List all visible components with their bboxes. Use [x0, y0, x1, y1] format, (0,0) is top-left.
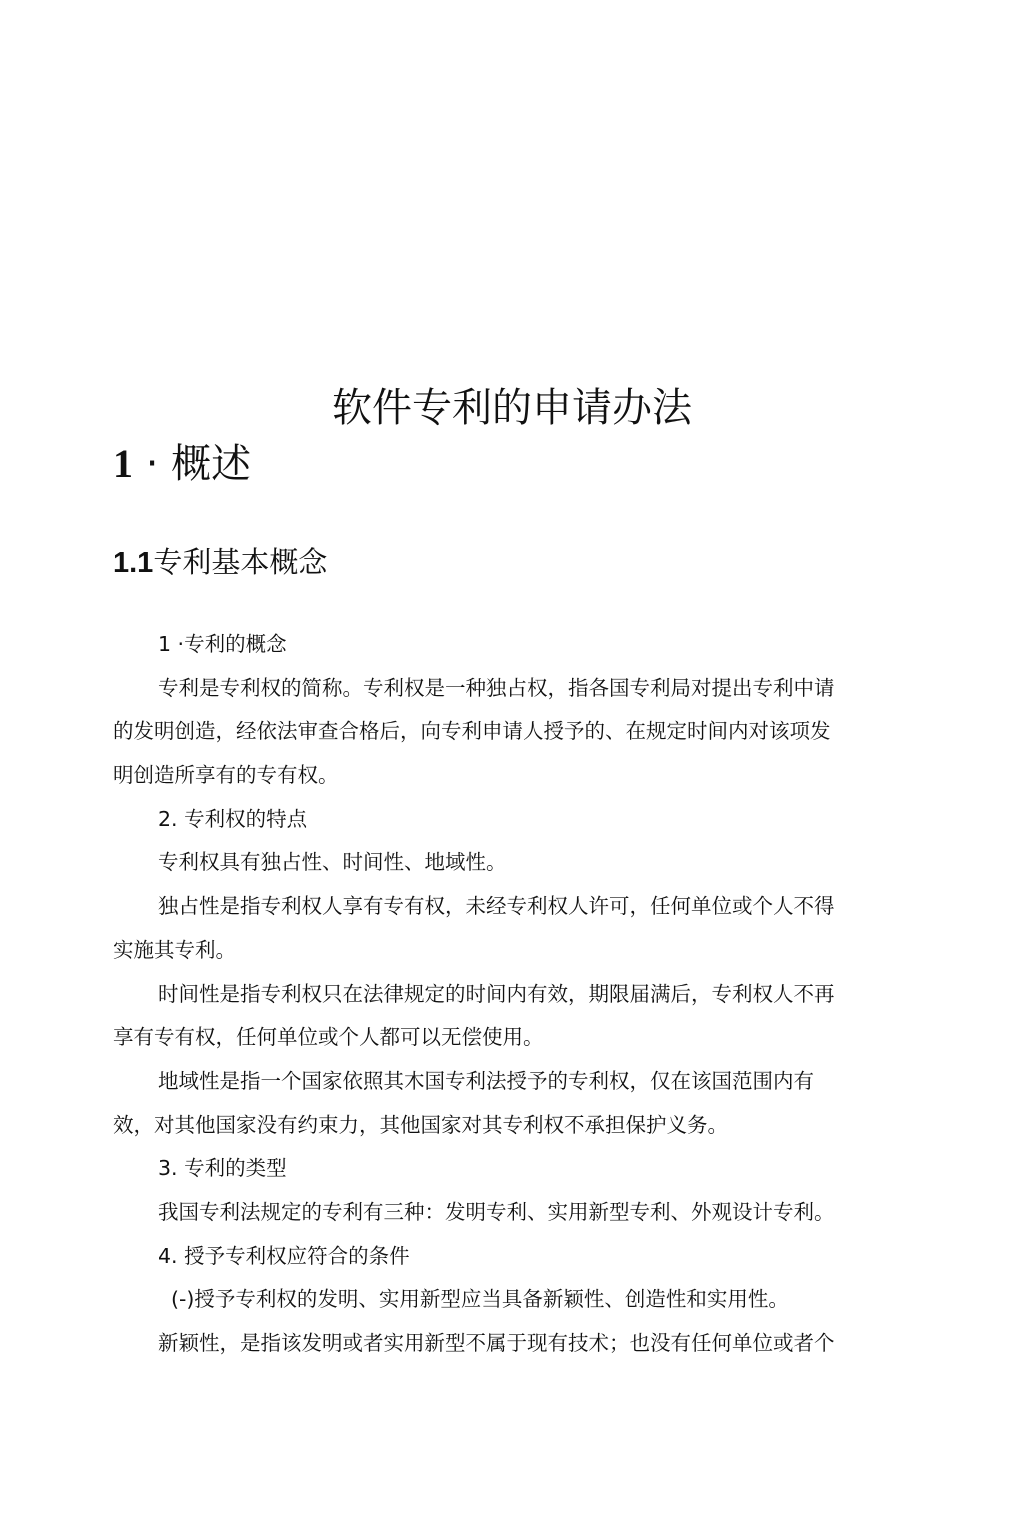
paragraph-line: 享有专有权，任何单位或个人都可以无偿使用。	[113, 1025, 544, 1050]
paragraph-line: 明创造所享有的专有权。	[113, 763, 339, 788]
section-1-heading	[113, 438, 251, 490]
paragraph-line: 专利权具有独占性、时间性、地域性。	[158, 850, 507, 875]
subheading-patent-types: 3. 专利的类型	[158, 1156, 287, 1181]
document-body	[113, 623, 888, 1366]
paragraph-line: 实施其专利。	[113, 937, 236, 962]
section-1-1-number: 1.1	[113, 547, 154, 579]
paragraph-line: 时间性是指专利权只在法律规定的时间内有效，期限届满后，专利权人不再	[158, 981, 835, 1006]
paragraph-line: 新颖性，是指该发明或者实用新型不属于现有技术；也没有任何单位或者个	[158, 1331, 835, 1355]
subheading-patent-features: 2. 专利权的特点	[158, 806, 308, 831]
paragraph-line: 我国专利法规定的专利有三种：发明专利、实用新型专利、外观设计专利。	[158, 1199, 835, 1224]
section-1-1-title: 专利基本概念	[153, 545, 328, 579]
paragraph-line: 独占性是指专利权人享有专有权，未经专利权人许可，任何单位或个人不得	[158, 894, 835, 919]
section-1-number: 1	[113, 441, 133, 486]
paragraph-line: 专利是专利权的简称。专利权是一种独占权，指各国专利局对提出专利中请	[158, 675, 835, 700]
paragraph-line: 的发明创造，经依法审查合格后，向专利申请人授予的、在规定时间内对该项发	[113, 719, 831, 744]
paragraph-line: 地域性是指一个国家依照其木国专利法授予的专利权，仅在该国范围内有	[158, 1068, 814, 1093]
section-1-1-heading	[113, 543, 327, 582]
document-title: 软件专利的申请办法	[332, 385, 692, 431]
subheading-patent-concept: 1 ·专利的概念	[158, 632, 287, 656]
subheading-grant-conditions: 4. 授予专利权应符合的条件	[158, 1243, 410, 1268]
section-1-title: 概述	[171, 441, 252, 487]
paragraph-line: 效，对其他国家没有约束力，其他国家对其专利权不承担保护义务。	[113, 1112, 728, 1137]
section-1-separator: ·	[145, 441, 159, 487]
paragraph-line: (-)授予专利权的发明、实用新型应当具备新颖性、创造性和实用性。	[171, 1287, 789, 1312]
